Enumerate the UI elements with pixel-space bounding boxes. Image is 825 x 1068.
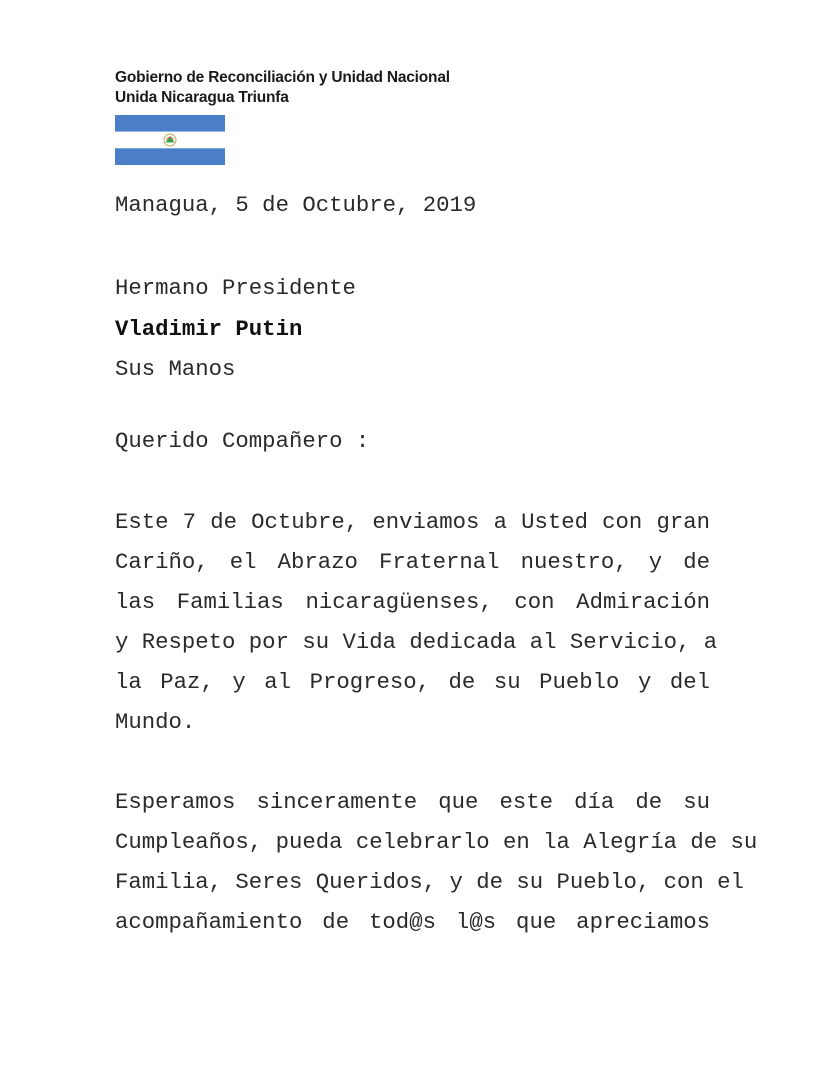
recipient-block <box>115 268 356 390</box>
recipient-title: Hermano Presidente <box>115 275 356 301</box>
letterhead-motto: Unida Nicaragua Triunfa <box>115 89 289 106</box>
body-paragraph-2 <box>115 782 758 942</box>
flag-stripe-bottom <box>115 148 225 165</box>
paragraph-line: Familia, Seres Queridos, y de su Pueblo, con el <box>115 869 744 895</box>
paragraph-line: Mundo. <box>115 709 196 735</box>
flag-stripe-top <box>115 115 225 132</box>
paragraph-line: Este 7 de Octubre, enviamos a Usted con gran <box>115 509 710 535</box>
letter-date: Managua, 5 de Octubre, 2019 <box>115 192 477 218</box>
paragraph-line: Esperamos sinceramente que este día de su <box>115 789 710 815</box>
letterhead-government: Gobierno de Reconciliación y Unidad Nacional <box>115 69 450 86</box>
letterhead <box>115 68 450 108</box>
paragraph-line: la Paz, y al Progreso, de su Pueblo y del <box>115 669 710 695</box>
paragraph-line: y Respeto por su Vida dedicada al Servicio, a <box>115 629 718 655</box>
paragraph-line: Cariño, el Abrazo Fraternal nuestro, y de <box>115 549 710 575</box>
nicaragua-flag-icon <box>115 115 225 165</box>
paragraph-line: acompañamiento de tod@s l@s que apreciamos <box>115 909 710 935</box>
recipient-name: Vladimir Putin <box>115 315 303 342</box>
recipient-delivery: Sus Manos <box>115 356 236 382</box>
paragraph-line: Cumpleaños, pueda celebrarlo en la Alegría de su <box>115 829 758 855</box>
paragraph-line: las Familias nicaragüenses, con Admiración <box>115 589 710 615</box>
body-paragraph-1 <box>115 502 718 742</box>
salutation: Querido Compañero : <box>115 428 370 454</box>
